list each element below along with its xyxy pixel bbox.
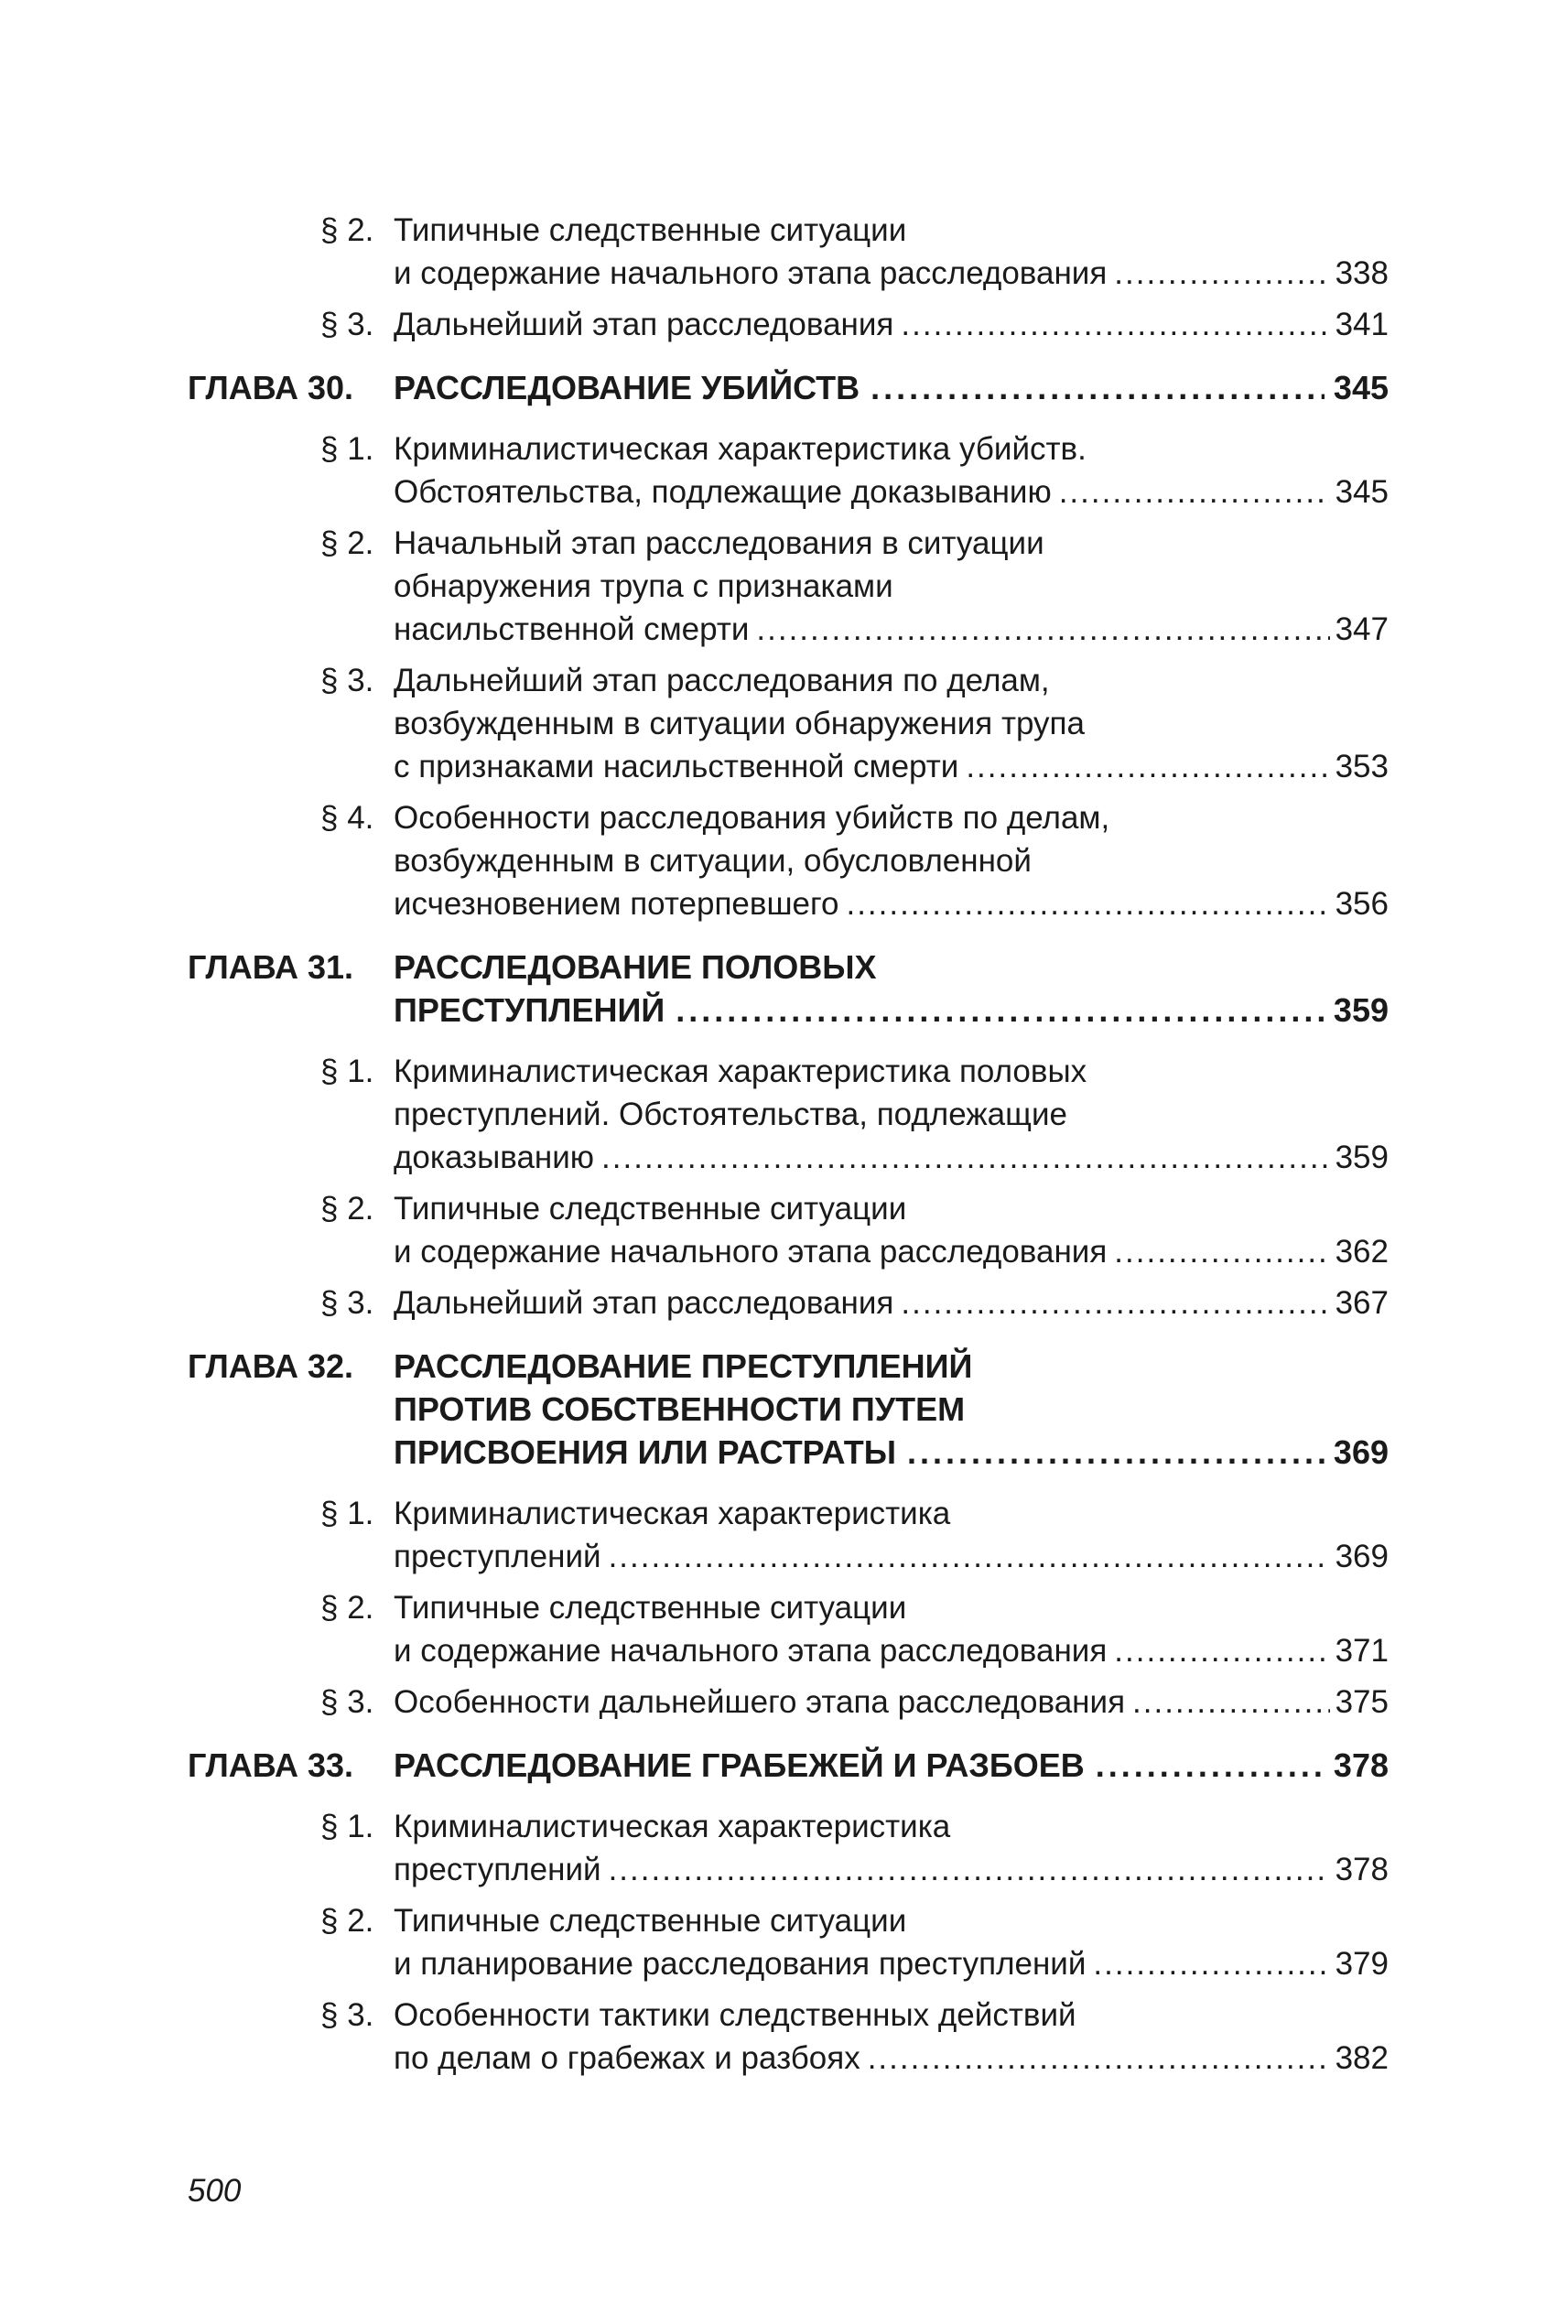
entry-title-text: РАССЛЕДОВАНИЕ ПРЕСТУПЛЕНИЙ xyxy=(394,1347,973,1385)
entry-title-text: Криминалистическая характеристика убийств. xyxy=(394,431,1087,467)
entry-title-text: ПРОТИВ СОБСТВЕННОСТИ ПУТЕМ xyxy=(394,1390,966,1428)
toc-section-entry xyxy=(188,1994,1389,2080)
toc-chapter-entry xyxy=(188,1744,1389,1787)
section-number: § 1. xyxy=(320,1496,374,1531)
dot-leader xyxy=(609,1535,1330,1578)
section-number: § 1. xyxy=(320,1054,374,1089)
chapter-number: ГЛАВА 31. xyxy=(188,948,354,986)
toc-section-entry xyxy=(188,1586,1389,1672)
entry-title-text: Типичные следственные ситуации xyxy=(394,1191,907,1227)
entry-title-text: и содержание начального этапа расследования xyxy=(394,1633,1108,1669)
entry-title-text: исчезновением потерпевшего xyxy=(394,886,839,922)
toc-section-entry xyxy=(188,1492,1389,1578)
entry-title-text: преступлений. Обстоятельства, подлежащие xyxy=(394,1097,1067,1132)
dot-leader xyxy=(868,2037,1330,2080)
entry-page-number: 359 xyxy=(1333,991,1389,1029)
section-number: § 3. xyxy=(320,663,374,698)
entry-title-text: Особенности тактики следственных действий xyxy=(394,1997,1076,2033)
entry-title-text: и планирование расследования преступлений xyxy=(394,1946,1087,1982)
toc-chapter-entry xyxy=(188,1345,1389,1474)
entry-title-line xyxy=(394,1230,1389,1273)
entry-title-line xyxy=(394,1388,1389,1431)
section-number: § 4. xyxy=(320,800,374,836)
entry-page-number: 345 xyxy=(1335,474,1389,510)
entry-page-number: 367 xyxy=(1335,1285,1389,1321)
entry-title-line xyxy=(394,1744,1389,1787)
entry-title-line xyxy=(394,796,1389,839)
toc-section-entry xyxy=(188,796,1389,925)
entry-title-text: Типичные следственные ситуации xyxy=(394,1590,907,1626)
dot-leader xyxy=(1093,1942,1329,1985)
entry-title-line xyxy=(394,565,1389,608)
toc-section-entry xyxy=(188,1681,1389,1724)
entry-title-text: Типичные следственные ситуации xyxy=(394,212,907,248)
section-number: § 1. xyxy=(320,431,374,467)
entry-title-text: РАССЛЕДОВАНИЕ ГРАБЕЖЕЙ И РАЗБОЕВ xyxy=(394,1746,1085,1784)
entry-page-number: 353 xyxy=(1335,749,1389,784)
dot-leader xyxy=(601,1136,1330,1179)
toc-chapter-entry xyxy=(188,946,1389,1032)
entry-title-line xyxy=(394,1093,1389,1136)
entry-title-line xyxy=(394,1345,1389,1388)
entry-title-line xyxy=(394,303,1389,346)
entry-title-text: возбужденным в ситуации, обусловленной xyxy=(394,843,1032,879)
entry-title-text: Начальный этап расследования в ситуации xyxy=(394,525,1044,561)
entry-title-text: Дальнейший этап расследования xyxy=(394,307,894,342)
entry-title-text: Особенности расследования убийств по делам, xyxy=(394,800,1110,836)
section-number: § 2. xyxy=(320,1191,374,1227)
entry-title-line xyxy=(394,1586,1389,1629)
entry-title-line xyxy=(394,427,1389,470)
entry-title-text: Криминалистическая характеристика половых xyxy=(394,1054,1087,1089)
entry-title-text: возбужденным в ситуации обнаружения трупа xyxy=(394,706,1085,741)
dot-leader xyxy=(1132,1681,1330,1724)
entry-title-line xyxy=(394,1629,1389,1672)
entry-title-line xyxy=(394,1492,1389,1535)
entry-title-line xyxy=(394,1899,1389,1942)
page-number: 500 xyxy=(188,2173,242,2209)
section-number: § 3. xyxy=(320,307,374,342)
entry-title-text: Криминалистическая характеристика xyxy=(394,1809,951,1844)
entry-title-line xyxy=(394,470,1389,513)
toc-chapter-entry xyxy=(188,366,1389,409)
entry-title-text: Дальнейший этап расследования xyxy=(394,1285,894,1321)
dot-leader xyxy=(676,989,1325,1032)
toc-section-entry xyxy=(188,209,1389,295)
entry-title-text: преступлений xyxy=(394,1539,601,1574)
entry-title-line xyxy=(394,1994,1389,2037)
entry-page-number: 378 xyxy=(1333,1746,1389,1784)
entry-title-line xyxy=(394,2037,1389,2080)
toc-section-entry xyxy=(188,1281,1389,1324)
entry-title-line xyxy=(394,989,1389,1032)
entry-title-text: ПРИСВОЕНИЯ ИЛИ РАСТРАТЫ xyxy=(394,1433,896,1471)
entry-title-line xyxy=(394,1187,1389,1230)
entry-title-line xyxy=(394,366,1389,409)
toc-section-entry xyxy=(188,1187,1389,1273)
entry-title-text: преступлений xyxy=(394,1852,601,1887)
entry-title-text: ПРЕСТУПЛЕНИЙ xyxy=(394,991,665,1029)
entry-title-text: насильственной смерти xyxy=(394,611,750,647)
entry-title-text: РАССЛЕДОВАНИЕ ПОЛОВЫХ xyxy=(394,948,877,986)
entry-page-number: 356 xyxy=(1335,886,1389,922)
entry-title-line xyxy=(394,882,1389,925)
dot-leader xyxy=(901,303,1329,346)
entry-title-line xyxy=(394,1050,1389,1093)
entry-title-line xyxy=(394,1681,1389,1724)
entry-title-text: обнаружения трупа с признаками xyxy=(394,568,893,604)
entry-title-text: по делам о грабежах и разбоях xyxy=(394,2040,860,2076)
entry-title-text: РАССЛЕДОВАНИЕ УБИЙСТВ xyxy=(394,369,860,406)
entry-page-number: 379 xyxy=(1335,1946,1389,1982)
entry-page-number: 369 xyxy=(1335,1539,1389,1574)
toc-section-entry xyxy=(188,427,1389,513)
entry-page-number: 375 xyxy=(1335,1684,1389,1720)
section-number: § 1. xyxy=(320,1809,374,1844)
entry-page-number: 341 xyxy=(1335,307,1389,342)
entry-title-text: Типичные следственные ситуации xyxy=(394,1903,907,1939)
entry-title-line xyxy=(394,702,1389,745)
entry-title-line xyxy=(394,252,1389,295)
section-number: § 2. xyxy=(320,1590,374,1626)
entry-title-line xyxy=(394,1848,1389,1891)
dot-leader xyxy=(966,745,1329,788)
chapter-number: ГЛАВА 32. xyxy=(188,1347,354,1385)
toc-section-entry xyxy=(188,522,1389,651)
entry-title-text: и содержание начального этапа расследования xyxy=(394,1234,1108,1270)
entry-page-number: 382 xyxy=(1335,2040,1389,2076)
dot-leader xyxy=(756,608,1329,651)
chapter-number: ГЛАВА 30. xyxy=(188,369,354,406)
toc-section-entry xyxy=(188,1899,1389,1985)
section-number: § 3. xyxy=(320,1684,374,1720)
entry-title-line xyxy=(394,1136,1389,1179)
entry-title-line xyxy=(394,1431,1389,1474)
dot-leader xyxy=(1114,1629,1329,1672)
entry-title-line xyxy=(394,1942,1389,1985)
entry-title-line xyxy=(394,1805,1389,1848)
entry-title-text: доказыванию xyxy=(394,1140,595,1175)
dot-leader xyxy=(1059,470,1330,513)
entry-page-number: 338 xyxy=(1335,255,1389,291)
entry-title-text: с признаками насильственной смерти xyxy=(394,749,959,784)
dot-leader xyxy=(901,1281,1329,1324)
dot-leader xyxy=(1114,1230,1329,1273)
entry-page-number: 347 xyxy=(1335,611,1389,647)
table-of-contents xyxy=(188,209,1389,2088)
section-number: § 3. xyxy=(320,1285,374,1321)
entry-title-text: Дальнейший этап расследования по делам, xyxy=(394,663,1050,698)
chapter-number: ГЛАВА 33. xyxy=(188,1746,354,1784)
entry-page-number: 345 xyxy=(1333,369,1389,406)
dot-leader xyxy=(1096,1744,1325,1787)
entry-title-line xyxy=(394,745,1389,788)
dot-leader xyxy=(871,366,1325,409)
dot-leader xyxy=(846,882,1329,925)
entry-title-line xyxy=(394,209,1389,252)
dot-leader xyxy=(1114,252,1329,295)
section-number: § 2. xyxy=(320,1903,374,1939)
entry-title-text: Обстоятельства, подлежащие доказыванию xyxy=(394,474,1052,510)
section-number: § 2. xyxy=(320,212,374,248)
entry-title-text: и содержание начального этапа расследования xyxy=(394,255,1108,291)
entry-page-number: 362 xyxy=(1335,1234,1389,1270)
entry-title-line xyxy=(394,659,1389,702)
entry-title-text: Криминалистическая характеристика xyxy=(394,1496,951,1531)
entry-title-text: Особенности дальнейшего этапа расследования xyxy=(394,1684,1126,1720)
entry-title-line xyxy=(394,946,1389,989)
section-number: § 3. xyxy=(320,1997,374,2033)
section-number: § 2. xyxy=(320,525,374,561)
toc-section-entry xyxy=(188,1050,1389,1179)
entry-page-number: 369 xyxy=(1333,1433,1389,1471)
entry-page-number: 378 xyxy=(1335,1852,1389,1887)
entry-title-line xyxy=(394,1535,1389,1578)
entry-title-line xyxy=(394,608,1389,651)
toc-section-entry xyxy=(188,1805,1389,1891)
entry-page-number: 371 xyxy=(1335,1633,1389,1669)
dot-leader xyxy=(609,1848,1330,1891)
entry-title-line xyxy=(394,1281,1389,1324)
entry-page-number: 359 xyxy=(1335,1140,1389,1175)
entry-title-line xyxy=(394,522,1389,565)
toc-section-entry xyxy=(188,303,1389,346)
dot-leader xyxy=(907,1431,1325,1474)
toc-section-entry xyxy=(188,659,1389,788)
entry-title-line xyxy=(394,839,1389,882)
